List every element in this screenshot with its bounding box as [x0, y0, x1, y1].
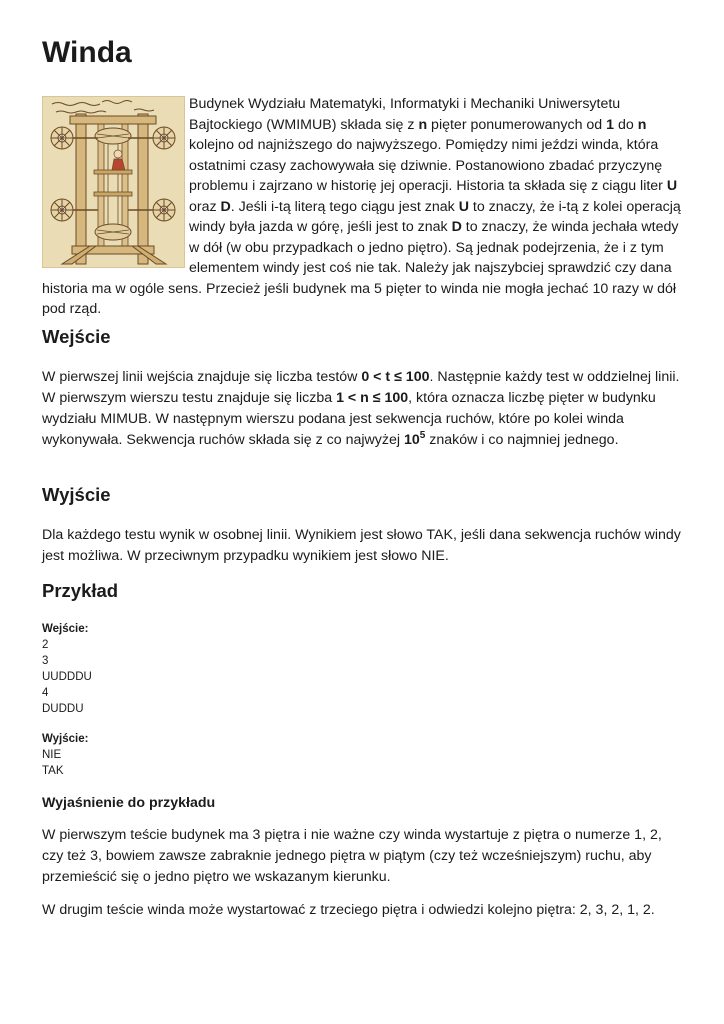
- input-description: W pierwszej linii wejścia znajduje się liczba testów 0 < t ≤ 100. Następnie każdy test w oddzielnej linii. W pierwszym wierszu testu znajduje się liczba 1 < n ≤ 100, która oznacza liczbę pięter w budynku wydziału MIMUB. W następnym wierszu podana jest sekwencja ruchów, które po kolei winda wykonywała. Sekwencja ruchów składa się z co najwyżej $10^5$ znaków i co najmniej jednego.: [42, 369, 680, 448]
- example-output-line: TAK: [42, 765, 64, 777]
- explanation-paragraph-2: W drugim teście winda może wystartować z trzeciego piętra i odwiedzi kolejno piętra: 2, 3, 2, 1, 2.: [42, 902, 655, 918]
- page-title: Winda: [42, 36, 132, 69]
- example-heading: Przykład: [42, 580, 119, 601]
- output-description: Dla każdego testu wynik w osobnej linii. Wynikiem jest słowo TAK, jeśli dana sekwencja ruchów windy jest możliwa. W przeciwnym przypadku wynikiem jest słowo NIE.: [42, 527, 681, 564]
- example-input-line: 2: [42, 639, 49, 651]
- intro-paragraph: Budynek Wydziału Matematyki, Informatyki i Mechaniki Uniwersytetu Bajtockiego (WMIMUB) składa się z n pięter ponumerowanych od 1 do n kolejno od najniższego do najwyższego. Pomiędzy nimi jeździ winda, która ostatnimi czasy zachowywała się dziwnie. Postanowiono zbadać przyczynę problemu i zajrzano w historię jej operacji. Historia ta składa się z ciągu liter U oraz D. Jeśli i-tą literą tego ciągu jest znak U to znaczy, że i-tą z kolei operacją windy była jazda w górę, jeśli jest to znak D to znaczy, że winda jechała wtedy w dół (w obu przypadkach o jedno piętro). Są jednak podejrzenia, że i z tym elementem windy jest coś nie tak. Należy jak najszybciej sprawdzić czy dana historia ma w ogóle sens. Przecież jeśli budynek ma 5 pięter to winda nie mogła jechać 10 razy w dół pod rząd.: [42, 96, 681, 317]
- output-section: [42, 483, 682, 567]
- input-heading: Wejście: [42, 326, 111, 347]
- example-input: [42, 621, 682, 717]
- example-section: [42, 579, 682, 921]
- example-output-line: NIE: [42, 749, 62, 761]
- example-output-label: Wyjście:: [42, 733, 89, 745]
- example-input-line: 4: [42, 687, 49, 699]
- explanation-paragraph-1: W pierwszym teście budynek ma 3 piętra i nie ważne czy winda wystartuje z piętra o numerze 1, 2, czy też 3, bowiem zawsze zabraknie jednego piętra w piątym (czy też wcześniejszym) ruchu, aby przemieścić się o jedno piętro we wskazanym kierunku.: [42, 827, 662, 885]
- example-input-label: Wejście:: [42, 623, 89, 635]
- input-section: [42, 325, 682, 451]
- intro-section: [42, 94, 682, 320]
- example-input-line: 3: [42, 655, 49, 667]
- explanation-heading: Wyjaśnienie do przykładu: [42, 795, 216, 811]
- example-output: [42, 731, 682, 779]
- example-input-line: DUDDU: [42, 703, 84, 715]
- example-input-line: UUDDDU: [42, 671, 92, 683]
- medieval-lift-illustration: [42, 96, 185, 268]
- output-heading: Wyjście: [42, 484, 111, 505]
